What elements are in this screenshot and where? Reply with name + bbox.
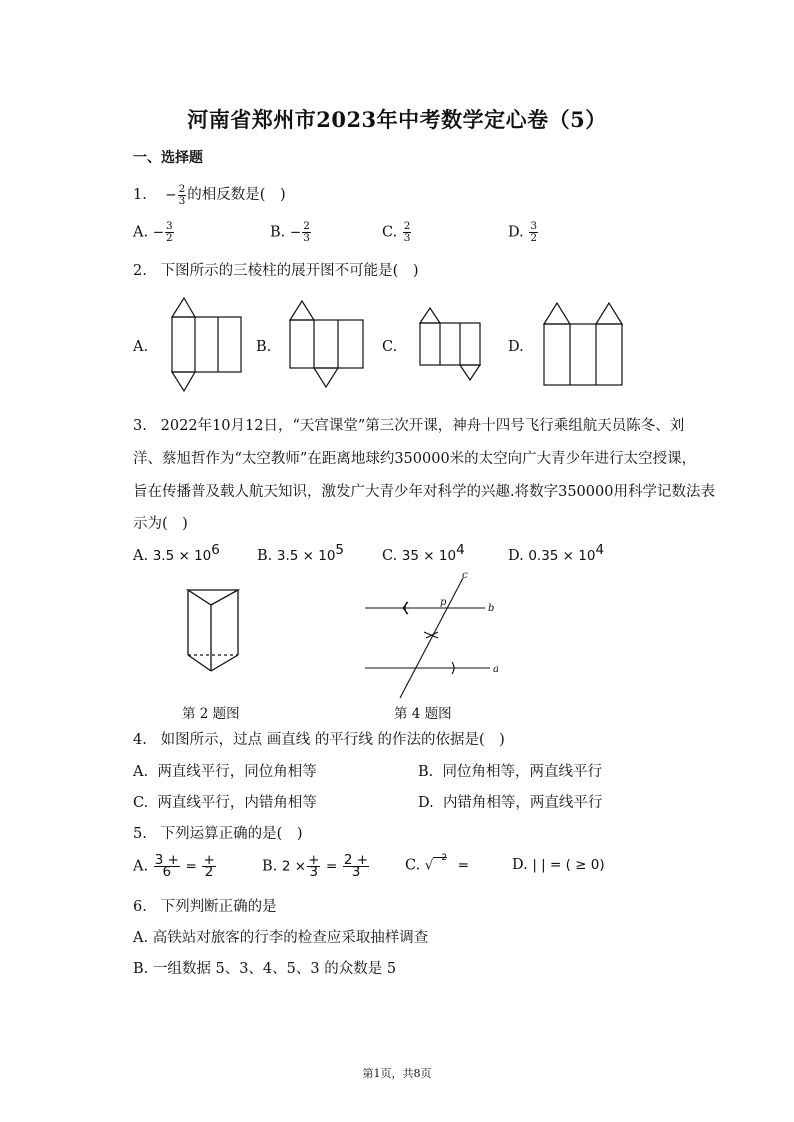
question-5: 5. 下列运算正确的是( ): [133, 826, 303, 842]
line-a-label: a: [493, 664, 499, 675]
q4-option-c[interactable]: C. 两直线平行，内错角相等: [133, 795, 317, 811]
figure-2-caption: 第 2 题图: [182, 706, 240, 722]
q2-option-c-label[interactable]: C.: [382, 339, 398, 355]
q2-option-b-label[interactable]: B.: [256, 339, 272, 355]
prism-net-b: [285, 300, 375, 392]
q3-option-b[interactable]: B. $3.5 \times 10^5$: [257, 542, 345, 564]
line-b-label: b: [488, 603, 495, 614]
q4-option-b[interactable]: B. 同位角相等，两直线平行: [418, 764, 602, 780]
question-3-line-2: 洋、蔡旭哲作为“太空教师”在距离地球约350000米的太空向广大青少年进行太空授课，: [133, 451, 697, 467]
question-1: [133, 183, 286, 207]
q5-option-b[interactable]: B. 2 × $\frac{+}{3}$ = $\frac{2 +}{3}$: [262, 852, 369, 880]
point-p-label: p: [440, 597, 447, 608]
q6-option-b[interactable]: B. 一组数据 5、3、4、5、3 的众数是 5: [133, 961, 397, 977]
q3-option-a[interactable]: A. $3.5 \times 10^6$: [133, 542, 220, 564]
page-title: 河南省郑州市2023年中考数学定心卷（5）: [187, 107, 607, 132]
question-2: 2. 下图所示的三棱柱的展开图不可能是( ): [133, 263, 419, 279]
q4-option-d[interactable]: D. 内错角相等，两直线平行: [418, 795, 603, 811]
prism-net-a: [160, 296, 250, 396]
section-heading: 一、选择题: [133, 150, 203, 166]
q1-option-d[interactable]: D. $\frac{3}{2}$: [508, 220, 538, 244]
figure-4-caption: 第 4 题图: [394, 706, 452, 722]
q5-option-c[interactable]: C. √ $^2$ =: [405, 853, 470, 874]
question-6: 6. 下列判断正确的是: [133, 899, 277, 915]
q3-option-c[interactable]: C. $35 \times 10^4$: [382, 542, 465, 564]
triangular-prism-figure: [180, 585, 250, 680]
q1-option-a[interactable]: A. − $\frac{3}{2}$: [133, 220, 173, 244]
q4-option-a[interactable]: A. 两直线平行，同位角相等: [133, 764, 317, 780]
q5-option-a[interactable]: A. $\frac{3 +}{6}$ = $\frac{+}{2}$: [133, 852, 215, 880]
question-number: 1.: [133, 187, 147, 203]
question-4: 4. 如图所示，过点 画直线 的平行线 的作法的依据是( ): [133, 732, 505, 748]
page-footer: 第1页，共8页: [362, 1067, 432, 1080]
question-3-line-4: 示为( ): [133, 516, 188, 532]
q5-option-d[interactable]: D. | | = ( ≥ 0): [512, 857, 605, 873]
parallel-construction-figure: [360, 570, 510, 705]
q3-option-d[interactable]: D. $0.35 \times 10^4$: [508, 542, 605, 564]
line-c-label: c: [462, 570, 468, 581]
q2-option-a-label[interactable]: A.: [133, 339, 149, 355]
fraction: $\frac{2}{3}$: [178, 182, 186, 207]
question-3-line-3: 旨在传播普及载人航天知识，激发广大青少年对科学的兴趣.将数字350000用科学记数法表: [133, 484, 715, 500]
minus-sign: −: [165, 187, 177, 203]
q1-option-c[interactable]: C. $\frac{2}{3}$: [382, 220, 411, 244]
question-stem: 的相反数是( ): [187, 187, 286, 203]
prism-net-d: [540, 300, 630, 392]
q1-option-b[interactable]: B. − $\frac{2}{3}$: [270, 220, 310, 244]
question-3-line-1: 3. 2022年10月12日，“天宫课堂”第三次开课，神舟十四号飞行乘组航天员陈冬、刘: [133, 418, 685, 434]
q6-option-a[interactable]: A. 高铁站对旅客的行李的检查应采取抽样调查: [133, 930, 429, 946]
prism-net-c: [416, 305, 496, 385]
q2-option-d-label[interactable]: D.: [508, 339, 524, 355]
